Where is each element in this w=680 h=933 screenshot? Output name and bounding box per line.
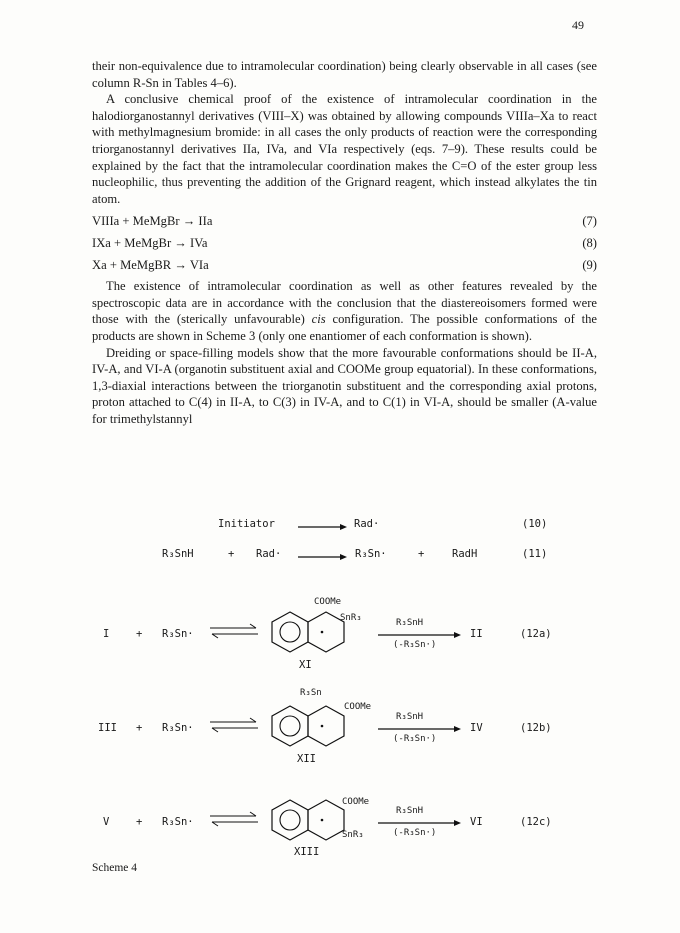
substituent: SnR₃ — [342, 830, 364, 840]
plus-sign: + — [228, 548, 235, 560]
plus-sign: + — [136, 628, 143, 640]
intermediate-label: XIII — [294, 846, 320, 858]
product-label: VI — [470, 816, 483, 828]
tetralin-structure — [270, 702, 350, 748]
scheme-caption: Scheme 4 — [92, 862, 138, 874]
forward-arrow — [298, 522, 348, 532]
product-label: II — [470, 628, 483, 640]
paragraph: their non-equivalence due to intramolecular coordination) being clearly observable in all cases (see column R-Sn in Tables 4–6). — [92, 59, 597, 90]
substituent: COOMe — [314, 597, 342, 607]
stannyl-radical: R₃Sn· — [355, 548, 387, 560]
equation-number: (12c) — [520, 816, 552, 828]
byproduct-label: (-R₃Sn·) — [393, 828, 437, 838]
reagent-label: R₃SnH — [396, 806, 424, 816]
radical-label: Rad· — [354, 518, 380, 530]
forward-arrow — [378, 818, 462, 828]
forward-arrow — [378, 630, 462, 640]
stannyl-radical: R₃Sn· — [162, 628, 194, 640]
forward-arrow — [378, 724, 462, 734]
intermediate-label: XI — [299, 659, 312, 671]
byproduct-label: (-R₃Sn·) — [393, 734, 437, 744]
plus-sign: + — [418, 548, 425, 560]
paragraph: The existence of intramolecular coordination as well as other features revealed by the spectroscopic data are in accordance with the conclusion that the diastereoisomers formed were those with the (sterically unfavourable) cis configuration. The possible conformations of the products are shown in Scheme 3 (only one enantiomer of each conformation is shown). — [92, 279, 597, 343]
initiator-label: Initiator — [218, 518, 275, 530]
equation-number: (11) — [522, 548, 548, 560]
reagent-label: R₃SnH — [396, 712, 424, 722]
equilibrium-arrow — [210, 718, 260, 734]
plus-sign: + — [136, 816, 143, 828]
substituent: COOMe — [344, 702, 372, 712]
radh-label: RadH — [452, 548, 478, 560]
reaction-scheme — [0, 500, 680, 880]
equation-8: IXa + MeMgBr → IVa (8) — [92, 235, 597, 250]
tin-hydride: R₃SnH — [162, 548, 194, 560]
plus-sign: + — [136, 722, 143, 734]
equation-9: Xa + MeMgBR → VIa (9) — [92, 257, 597, 272]
equation-number: (10) — [522, 518, 548, 530]
body-text — [92, 58, 597, 427]
paragraph: Dreiding or space-filling models show that the more favourable conformations should be II-A, IV-A, and VI-A (organotin substituent axial and COOMe group equatorial). In these conformations, 1,3-diaxial interactions between the triorganotin substituent and the corresponding axial protons, proton attached to C(4) in II-A, to C(3) in IV-A, and to C(1) in VI-A, should be smaller (A-value for trimethylstannyl — [92, 345, 597, 426]
equilibrium-arrow — [210, 624, 260, 640]
stannyl-radical: R₃Sn· — [162, 722, 194, 734]
substituent: COOMe — [342, 797, 370, 807]
reagent-label: R₃SnH — [396, 618, 424, 628]
page-number: 49 — [572, 18, 584, 32]
paragraph: A conclusive chemical proof of the existence of intramolecular coordination in the halodiorganostannyl derivatives (VIII–X) was obtained by allowing compounds VIIIa–Xa to react with methylmagnesium bromide: in all cases the only products of reaction were the corresponding triorganostannyl derivatives IIa, IVa, and VIa respectively (eqs. 7–9). These results could be explained by the fact that the intramolecular coordination makes the C=O of the ester group less nucleophilic, thus preventing the addition of the Grignard reagent, which instead alkylates the tin atom. — [92, 92, 597, 206]
equilibrium-arrow — [210, 812, 260, 828]
tetralin-structure — [270, 608, 350, 654]
byproduct-label: (-R₃Sn·) — [393, 640, 437, 650]
tetralin-structure — [270, 796, 350, 842]
substituent: SnR₃ — [340, 613, 362, 623]
stannyl-radical: R₃Sn· — [162, 816, 194, 828]
substituent: R₃Sn — [300, 688, 322, 698]
intermediate-label: XII — [297, 753, 316, 765]
reactant-label: V — [103, 816, 110, 828]
equation-number: (12a) — [520, 628, 552, 640]
reactant-label: I — [103, 628, 110, 640]
product-label: IV — [470, 722, 483, 734]
forward-arrow — [298, 552, 348, 562]
equation-number: (12b) — [520, 722, 552, 734]
reactant-label: III — [98, 722, 117, 734]
equation-7: VIIIa + MeMgBr → IIa (7) — [92, 214, 597, 229]
radical-label: Rad· — [256, 548, 282, 560]
